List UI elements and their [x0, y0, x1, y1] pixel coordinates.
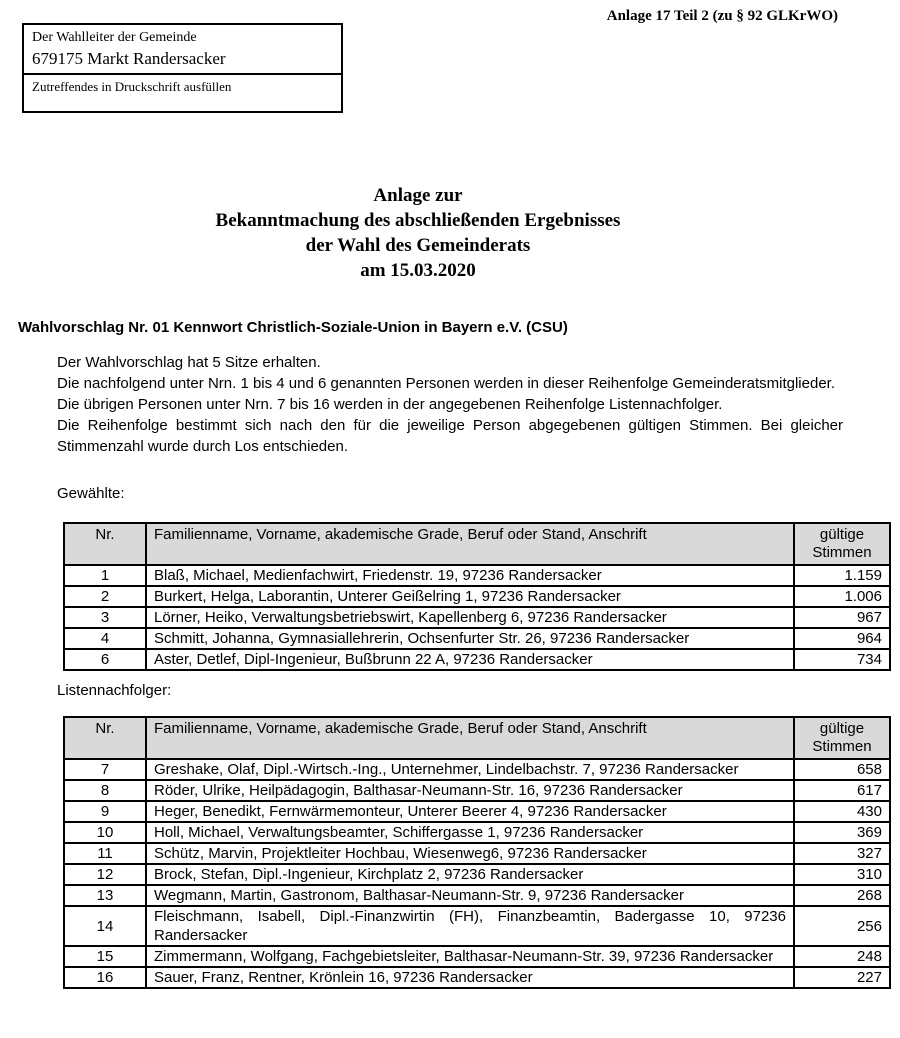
cell-nr: 4 — [64, 628, 146, 649]
title-line-4: am 15.03.2020 — [360, 260, 476, 281]
cell-name: Schütz, Marvin, Projektleiter Hochbau, Wiesenweg6, 97236 Randersacker — [146, 843, 794, 864]
col-header-votes: gültige Stimmen — [794, 717, 890, 759]
table-header-row — [64, 717, 890, 759]
title-line-2: Bekanntmachung des abschließenden Ergebnisses — [215, 210, 621, 231]
cell-votes: 310 — [794, 864, 890, 885]
cell-nr: 16 — [64, 967, 146, 988]
cell-nr: 2 — [64, 586, 146, 607]
successors-label: Listennachfolger: — [57, 682, 172, 699]
table-row — [64, 607, 890, 628]
cell-nr: 1 — [64, 565, 146, 586]
cell-name: Blaß, Michael, Medienfachwirt, Friedenstr. 19, 97236 Randersacker — [146, 565, 794, 586]
table-row — [64, 628, 890, 649]
document-title — [0, 183, 836, 283]
table-row — [64, 565, 890, 586]
col-header-name: Familienname, Vorname, akademische Grade, Beruf oder Stand, Anschrift — [146, 523, 794, 565]
letterhead-address-block — [24, 25, 341, 73]
cell-name: Schmitt, Johanna, Gymnasiallehrerin, Ochsenfurter Str. 26, 97236 Randersacker — [146, 628, 794, 649]
table-row — [64, 885, 890, 906]
cell-votes: 268 — [794, 885, 890, 906]
cell-name: Brock, Stefan, Dipl.-Ingenieur, Kirchplatz 2, 97236 Randersacker — [146, 864, 794, 885]
table-row — [64, 586, 890, 607]
successors-table — [63, 716, 891, 989]
cell-nr: 8 — [64, 780, 146, 801]
paragraph-members: Die nachfolgend unter Nrn. 1 bis 4 und 6 genannten Personen werden in dieser Reihenfolge Gemeinderatsmitglieder. — [57, 375, 835, 392]
col-header-votes: gültige Stimmen — [794, 523, 890, 565]
letterhead-municipality: 679175 Markt Randersacker — [32, 49, 226, 68]
cell-name: Zimmermann, Wolfgang, Fachgebietsleiter, Balthasar-Neumann-Str. 39, 97236 Randersacker — [146, 946, 794, 967]
cell-name: Holl, Michael, Verwaltungsbeamter, Schiffergasse 1, 97236 Randersacker — [146, 822, 794, 843]
cell-name: Heger, Benedikt, Fernwärmemonteur, Unterer Beerer 4, 97236 Randersacker — [146, 801, 794, 822]
cell-votes: 227 — [794, 967, 890, 988]
cell-nr: 3 — [64, 607, 146, 628]
cell-votes: 256 — [794, 906, 890, 946]
paragraph-successors: Die übrigen Personen unter Nrn. 7 bis 16 werden in der angegebenen Reihenfolge Listennachfolger. — [57, 396, 723, 413]
col-header-nr: Nr. — [64, 523, 146, 565]
cell-votes: 327 — [794, 843, 890, 864]
cell-nr: 7 — [64, 759, 146, 780]
cell-votes: 1.159 — [794, 565, 890, 586]
cell-votes: 617 — [794, 780, 890, 801]
paragraph-seats: Der Wahlvorschlag hat 5 Sitze erhalten. — [57, 354, 321, 371]
table-row — [64, 780, 890, 801]
table-row — [64, 759, 890, 780]
cell-votes: 430 — [794, 801, 890, 822]
elected-label: Gewählte: — [57, 485, 125, 502]
cell-nr: 9 — [64, 801, 146, 822]
title-line-1: Anlage zur — [373, 185, 463, 206]
col-header-nr: Nr. — [64, 717, 146, 759]
cell-votes: 658 — [794, 759, 890, 780]
cell-votes: 369 — [794, 822, 890, 843]
form-reference: Anlage 17 Teil 2 (zu § 92 GLKrWO) — [606, 8, 838, 24]
cell-nr: 15 — [64, 946, 146, 967]
cell-name: Greshake, Olaf, Dipl.-Wirtsch.-Ing., Unternehmer, Lindelbachstr. 7, 97236 Randersacker — [146, 759, 794, 780]
cell-votes: 734 — [794, 649, 890, 670]
title-line-3: der Wahl des Gemeinderats — [305, 235, 531, 256]
cell-name: Aster, Detlef, Dipl-Ingenieur, Bußbrunn 22 A, 97236 Randersacker — [146, 649, 794, 670]
table-row — [64, 967, 890, 988]
letterhead-authority: Der Wahlleiter der Gemeinde — [32, 30, 197, 45]
cell-name: Wegmann, Martin, Gastronom, Balthasar-Neumann-Str. 9, 97236 Randersacker — [146, 885, 794, 906]
cell-nr: 13 — [64, 885, 146, 906]
proposal-heading: Wahlvorschlag Nr. 01 Kennwort Christlich-Soziale-Union in Bayern e.V. (CSU) — [18, 319, 568, 336]
table-row — [64, 649, 890, 670]
cell-nr: 12 — [64, 864, 146, 885]
cell-votes: 964 — [794, 628, 890, 649]
letterhead-note: Zutreffendes in Druckschrift ausfüllen — [24, 73, 341, 111]
cell-nr: 10 — [64, 822, 146, 843]
cell-votes: 248 — [794, 946, 890, 967]
explanatory-text — [57, 352, 843, 457]
cell-name: Lörner, Heiko, Verwaltungsbetriebswirt, Kapellenberg 6, 97236 Randersacker — [146, 607, 794, 628]
table-row — [64, 843, 890, 864]
table-row — [64, 822, 890, 843]
table-row — [64, 946, 890, 967]
letterhead-box — [22, 23, 343, 113]
table-row — [64, 801, 890, 822]
cell-name: Sauer, Franz, Rentner, Krönlein 16, 97236 Randersacker — [146, 967, 794, 988]
cell-nr: 14 — [64, 906, 146, 946]
cell-nr: 11 — [64, 843, 146, 864]
cell-name: Röder, Ulrike, Heilpädagogin, Balthasar-Neumann-Str. 16, 97236 Randersacker — [146, 780, 794, 801]
cell-name: Fleischmann, Isabell, Dipl.-Finanzwirtin (FH), Finanzbeamtin, Badergasse 10, 97236 Randersacker — [146, 906, 794, 946]
table-header-row — [64, 523, 890, 565]
table-row — [64, 864, 890, 885]
cell-votes: 967 — [794, 607, 890, 628]
col-header-name: Familienname, Vorname, akademische Grade, Beruf oder Stand, Anschrift — [146, 717, 794, 759]
cell-nr: 6 — [64, 649, 146, 670]
cell-name: Burkert, Helga, Laborantin, Unterer Geißelring 1, 97236 Randersacker — [146, 586, 794, 607]
table-row — [64, 906, 890, 946]
paragraph-order: Die Reihenfolge bestimmt sich nach den für die jeweilige Person abgegebenen gültigen Stimmen. Bei gleicher Stimmenzahl wurde durch Los entschieden. — [57, 417, 843, 455]
cell-votes: 1.006 — [794, 586, 890, 607]
elected-table — [63, 522, 891, 671]
